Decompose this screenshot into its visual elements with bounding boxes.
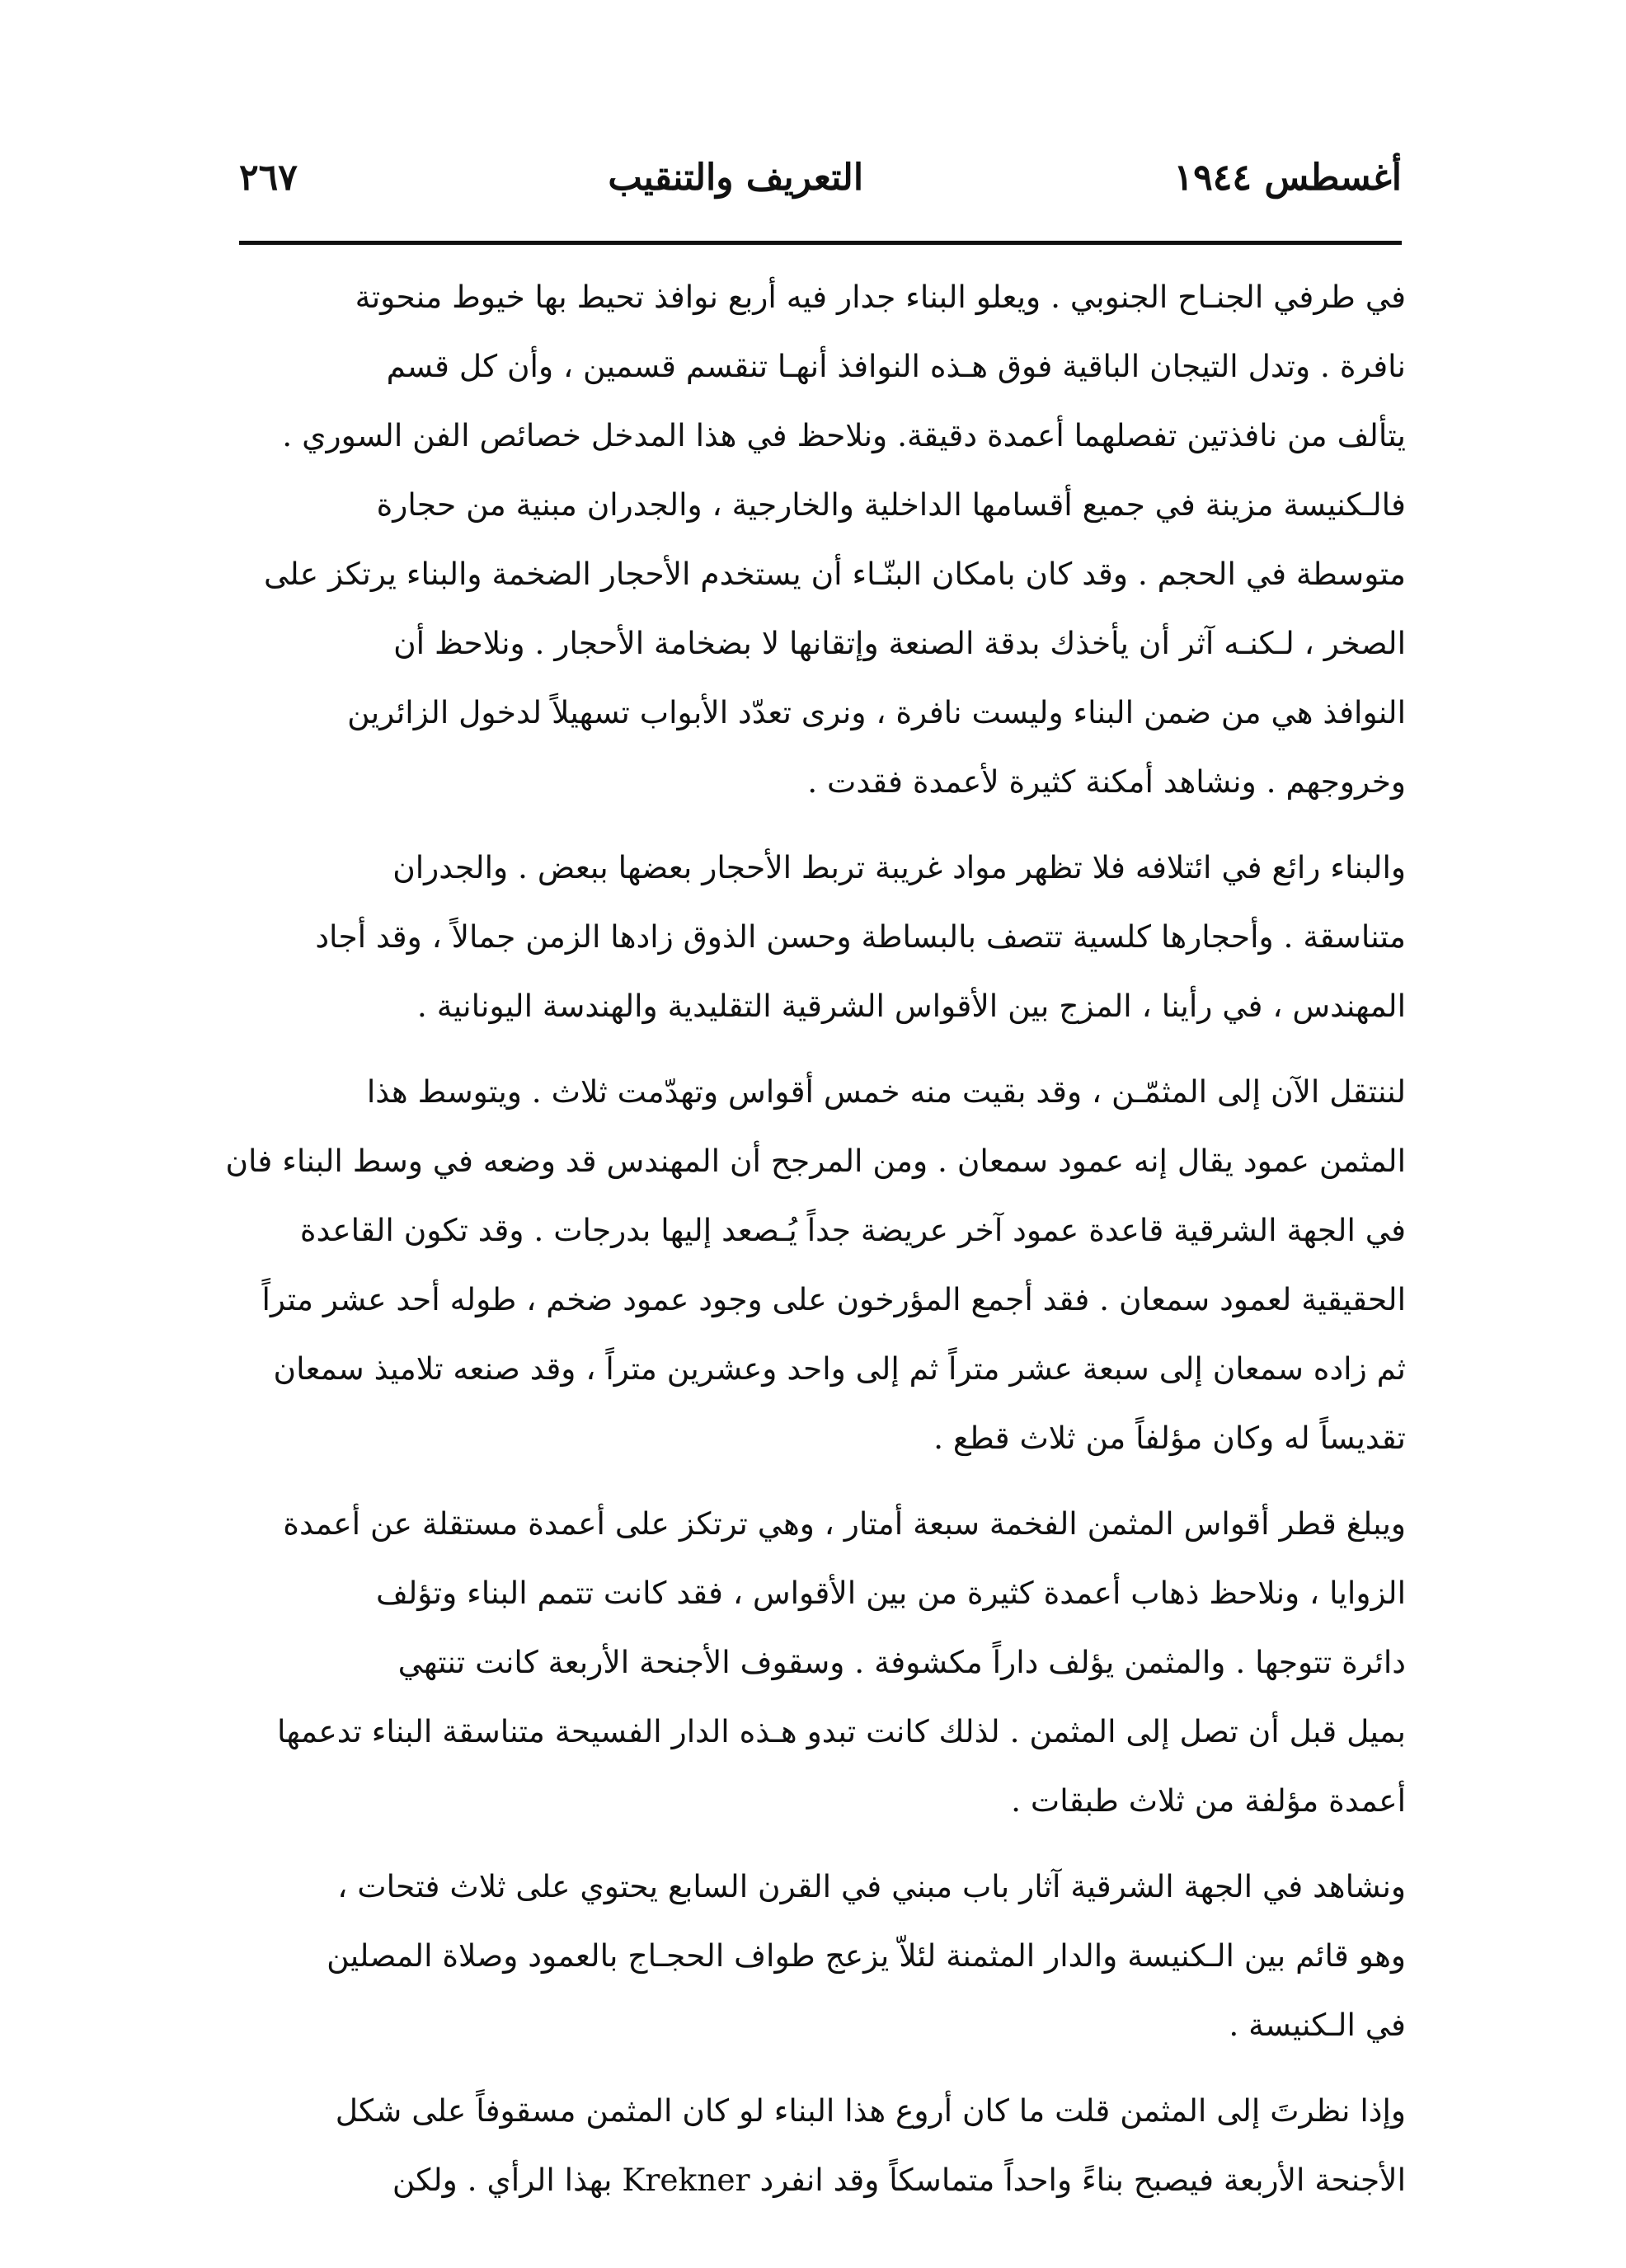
latin-name: Krekner (622, 2162, 750, 2198)
text-line: دائرة تتوجها . والمثمن يؤلف داراً مكشوفة . وسقوف الأجنحة الأربعة كانت تنتهي (397, 1644, 1406, 1680)
text-line: بميل قبل أن تصل إلى المثمن . لذلك كانت تبدو هـذه الدار الفسيحة متناسقة البناء تدعمها (276, 1713, 1406, 1749)
text-segment: بهذا الرأي . ولكن (392, 2162, 613, 2198)
text-line: الحقيقية لعمود سمعان . فقد أجمع المؤرخون على وجود عمود ضخم ، طوله أحد عشر متراً (261, 1281, 1406, 1317)
text-line: والبناء رائع في ائتلافه فلا تظهر مواد غريبة تربط الأحجار بعضها ببعض . والجدران (392, 849, 1406, 885)
text-line (223, 2145, 1406, 2214)
page-number: ٢٦٧ (239, 156, 298, 199)
text-line: وخروجهم . ونشاهد أمكنة كثيرة لأعمدة فقدت . (807, 763, 1406, 800)
paragraph-4 (223, 1489, 1406, 1835)
text-segment: الأجنحة الأربعة فيصبح بناءً واحداً متماسكاً وقد انفرد (759, 2162, 1406, 2198)
text-line: تقديساً له وكان مؤلفاً من ثلاث قطع . (933, 1420, 1406, 1456)
paragraph-2 (223, 833, 1406, 1040)
journal-title: التعريف والتنقيب (608, 156, 864, 199)
text-line: المهندس ، في رأينا ، المزج بين الأقواس الشرقية التقليدية والهندسة اليونانية . (416, 988, 1406, 1024)
text-line: يتألف من نافذتين تفصلهما أعمدة دقيقة. ونلاحظ في هذا المدخل خصائص الفن السوري . (282, 417, 1406, 453)
header-date: أغسطس ١٩٤٤ (1173, 156, 1402, 199)
text-line: نافرة . وتدل التيجان الباقية فوق هـذه النوافذ أنهـا تنقسم قسمين ، وأن كل قسم (386, 348, 1406, 384)
text-line: المثمن عمود يقال إنه عمود سمعان . ومن المرجح أن المهندس قد وضعه في وسط البناء فان (225, 1143, 1406, 1179)
text-line: متناسقة . وأحجارها كلسية تتصف بالبساطة وحسن الذوق زادها الزمن جمالاً ، وقد أجاد (315, 918, 1406, 955)
paragraph-6 (223, 2076, 1406, 2214)
text-line: في الـكنيسة . (1229, 2007, 1406, 2043)
paragraph-3 (223, 1057, 1406, 1472)
text-line: أعمدة مؤلفة من ثلاث طبقات . (1011, 1782, 1406, 1819)
header-rule (239, 241, 1402, 245)
text-line: متوسطة في الحجم . وقد كان بامكان البنّـاء أن يستخدم الأحجار الضخمة والبناء يرتكز على (264, 556, 1406, 592)
text-line: الصخر ، لـكنـه آثر أن يأخذك بدقة الصنعة وإتقانها لا بضخامة الأحجار . ونلاحظ أن (393, 625, 1406, 661)
paragraph-5 (223, 1852, 1406, 2059)
article-body (223, 262, 1406, 2231)
text-line: وهو قائم بين الـكنيسة والدار المثمنة لئلاّ يزعج طواف الحجـاج بالعمود وصلاة المصلين (327, 1937, 1406, 1974)
text-line: الزوايا ، ونلاحظ ذهاب أعمدة كثيرة من بين الأقواس ، فقد كانت تتمم البناء وتؤلف (376, 1575, 1406, 1611)
paragraph-1 (223, 262, 1406, 816)
text-line: وإذا نظرتَ إلى المثمن قلت ما كان أروع هذا البناء لو كان المثمن مسقوفاً على شكل (335, 2092, 1406, 2129)
text-line: فالـكنيسة مزينة في جميع أقسامها الداخلية والخارجية ، والجدران مبنية من حجارة (376, 486, 1406, 523)
text-line: لننتقل الآن إلى المثمّـن ، وقد بقيت منه خمس أقواس وتهدّمت ثلاث . ويتوسط هذا (366, 1073, 1406, 1110)
text-line: ويبلغ قطر أقواس المثمن الفخمة سبعة أمتار ، وهي ترتكز على أعمدة مستقلة عن أعمدة (283, 1505, 1406, 1542)
text-line: ونشاهد في الجهة الشرقية آثار باب مبني في القرن السابع يحتوي على ثلاث فتحات ، (337, 1868, 1406, 1904)
page-header (239, 144, 1402, 210)
text-line: في طرفي الجنـاح الجنوبي . ويعلو البناء جدار فيه أربع نوافذ تحيط بها خيوط منحوتة (355, 279, 1406, 315)
text-line: ثم زاده سمعان إلى سبعة عشر متراً ثم إلى واحد وعشرين متراً ، وقد صنعه تلاميذ سمعان (273, 1350, 1406, 1387)
text-line: النوافذ هي من ضمن البناء وليست نافرة ، ونرى تعدّد الأبواب تسهيلاً لدخول الزائرين (347, 694, 1406, 730)
text-line: في الجهة الشرقية قاعدة عمود آخر عريضة جداً يُـصعد إليها بدرجات . وقد تكون القاعدة (299, 1212, 1406, 1248)
